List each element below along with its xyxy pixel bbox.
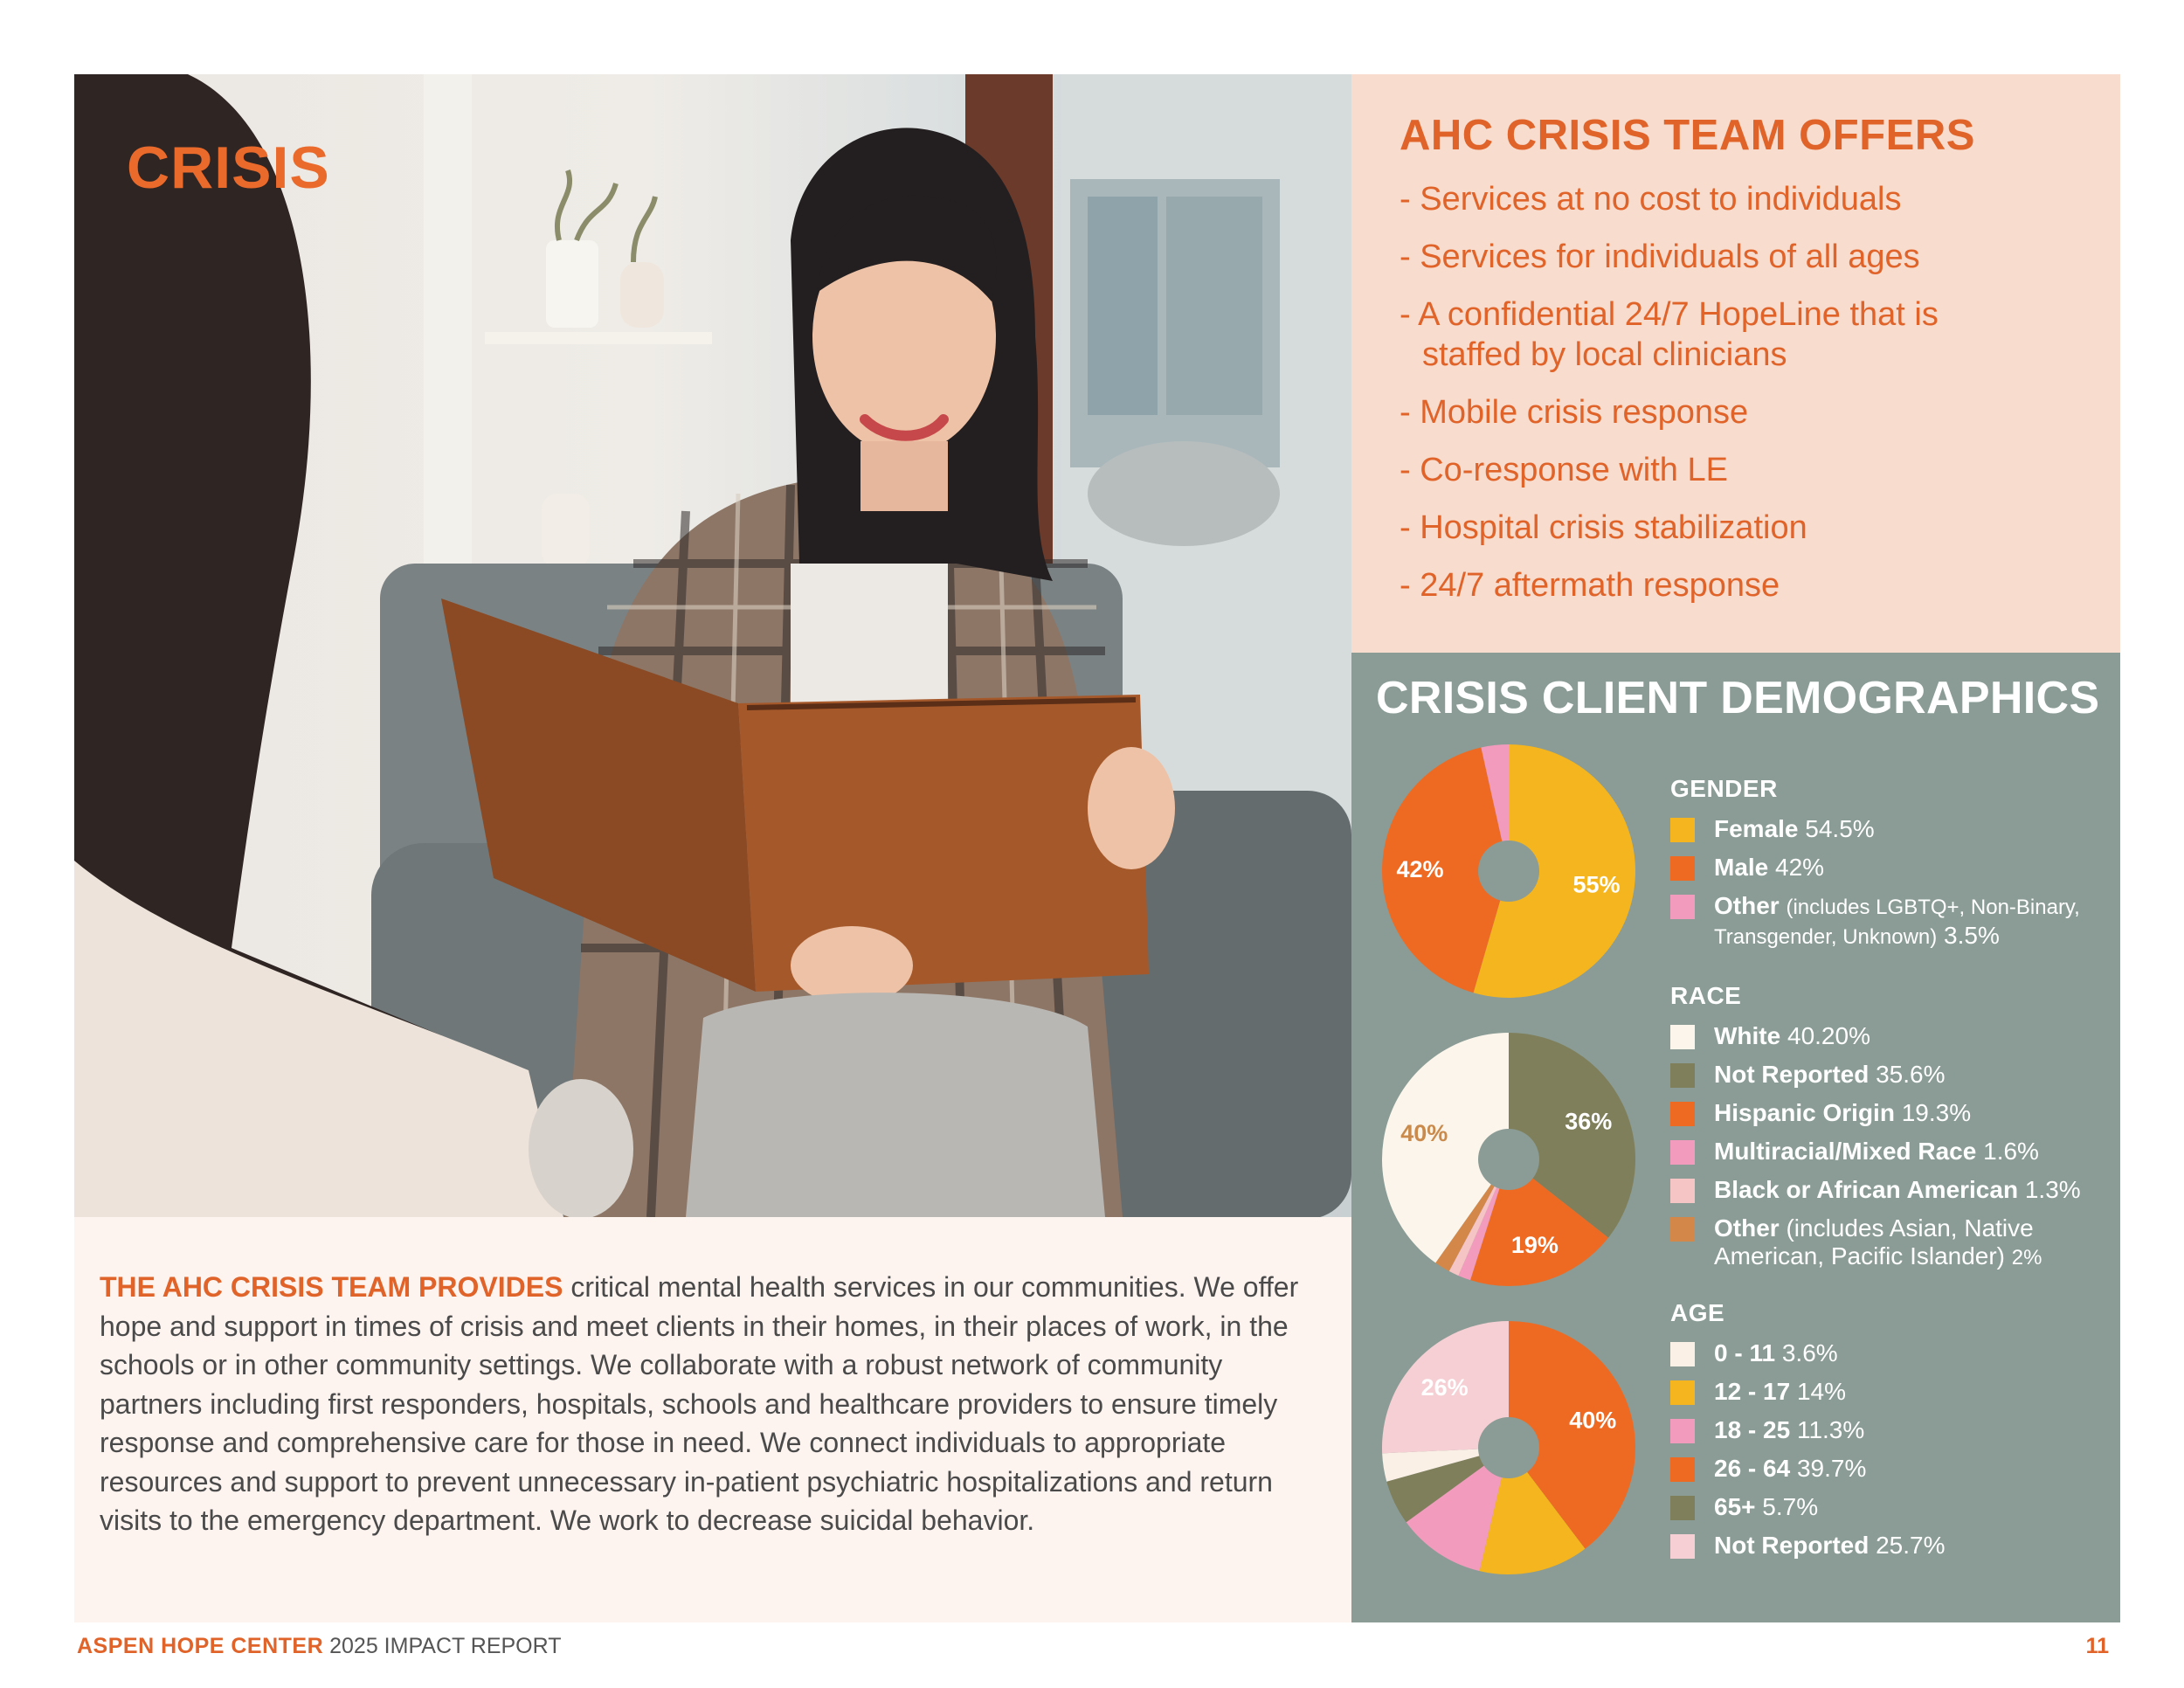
- pie-data-label: 40%: [1569, 1407, 1617, 1434]
- age-pie-chart: [1378, 1317, 1640, 1579]
- legend-item-26-64: 26 - 64 39.7%: [1670, 1455, 2107, 1483]
- legend-item-65-plus: 65+ 5.7%: [1670, 1493, 2107, 1521]
- race-legend: [1670, 982, 2107, 1283]
- legend-swatch: [1670, 1179, 1695, 1203]
- footer-report: 2025 IMPACT REPORT: [323, 1634, 562, 1658]
- offers-item: - Services at no cost to individuals: [1400, 181, 1902, 218]
- legend-item-0-11: 0 - 11 3.6%: [1670, 1339, 2107, 1367]
- legend-item-12-17: 12 - 17 14%: [1670, 1378, 2107, 1406]
- legend-swatch: [1670, 1380, 1695, 1405]
- gender-legend: [1670, 775, 2107, 962]
- age-legend: [1670, 1299, 2107, 1570]
- body-text: critical mental health services in our communities. We offer hope and support in times of crisis and meet clients in their homes, in their places of work, in the schools or in other community settings. We collaborate with a robust network of community partners including first responders, hospitals, schools and healthcare providers to ensure timely response and comprehensive care for those in need. We connect individuals to appropriate resources and support to prevent unnecessary in-patient psychiatric hospitalizations and return visits to the emergency department. We work to decrease suicidal behavior.: [100, 1271, 1299, 1536]
- legend-swatch: [1670, 1342, 1695, 1366]
- body-text-panel: [74, 1217, 1351, 1622]
- pie-data-label: 26%: [1420, 1373, 1469, 1401]
- demographics-panel: [1351, 653, 2120, 1622]
- pie-center-hole: [1478, 841, 1539, 902]
- legend-swatch: [1670, 1457, 1695, 1482]
- legend-item-female: Female 54.5%: [1670, 815, 2107, 843]
- offers-item: - 24/7 aftermath response: [1400, 567, 1780, 604]
- legend-swatch: [1670, 856, 1695, 881]
- offers-item: - Mobile crisis response: [1400, 394, 1749, 431]
- section-title: CRISIS: [127, 135, 330, 201]
- legend-item-18-25: 18 - 25 11.3%: [1670, 1416, 2107, 1444]
- legend-item-other-race: Other (includes Asian, Native American, Pacific Islander) 2%: [1670, 1214, 2107, 1272]
- legend-item-hispanic: Hispanic Origin 19.3%: [1670, 1099, 2107, 1127]
- legend-item-multiracial: Multiracial/Mixed Race 1.6%: [1670, 1138, 2107, 1166]
- offers-item: - Co-response with LE: [1400, 452, 1728, 488]
- pie-data-label: 40%: [1400, 1120, 1448, 1147]
- offers-list: [1400, 179, 2120, 605]
- legend-item-black: Black or African American 1.3%: [1670, 1176, 2107, 1204]
- pie-data-label: 42%: [1396, 855, 1444, 882]
- legend-item-male: Male 42%: [1670, 854, 2107, 882]
- offers-item: - Hospital crisis stabilization: [1400, 509, 1807, 546]
- legend-swatch: [1670, 1102, 1695, 1126]
- photo-illustration: [74, 74, 1351, 1217]
- pie-center-hole: [1478, 1417, 1539, 1478]
- legend-swatch: [1670, 1063, 1695, 1088]
- legend-item-not-reported: Not Reported 35.6%: [1670, 1061, 2107, 1089]
- legend-swatch: [1670, 818, 1695, 842]
- hero-photo: [74, 74, 1351, 1217]
- legend-item-white: White 40.20%: [1670, 1022, 2107, 1050]
- legend-heading: AGE: [1670, 1299, 1725, 1326]
- demographics-title: CRISIS CLIENT DEMOGRAPHICS: [1376, 673, 2100, 723]
- legend-swatch: [1670, 1025, 1695, 1049]
- legend-item-age-not-reported: Not Reported 25.7%: [1670, 1532, 2107, 1560]
- pie-data-label: 55%: [1572, 871, 1621, 898]
- offers-title: AHC CRISIS TEAM OFFERS: [1400, 112, 1975, 159]
- legend-swatch: [1670, 1217, 1695, 1242]
- legend-swatch: [1670, 1534, 1695, 1559]
- gender-pie-chart: [1378, 740, 1640, 1002]
- legend-swatch: [1670, 1496, 1695, 1520]
- page-number: 11: [2085, 1634, 2109, 1658]
- offers-panel: [1351, 74, 2120, 653]
- legend-swatch: [1670, 1419, 1695, 1443]
- pie-center-hole: [1478, 1129, 1539, 1190]
- legend-heading: RACE: [1670, 982, 1742, 1009]
- offers-item: - Services for individuals of all ages: [1400, 239, 1920, 275]
- legend-item-other: Other (includes LGBTQ+, Non-Binary, Transgender, Unknown) 3.5%: [1670, 892, 2107, 951]
- race-pie-chart: [1378, 1028, 1640, 1290]
- legend-swatch: [1670, 1140, 1695, 1165]
- legend-heading: GENDER: [1670, 775, 1778, 802]
- offers-item: - A confidential 24/7 HopeLine that is staffed by local clinicians: [1400, 296, 1939, 373]
- pie-data-label: 19%: [1510, 1232, 1559, 1259]
- footer-brand: ASPEN HOPE CENTER: [77, 1634, 324, 1658]
- body-paragraph: [100, 1268, 1325, 1540]
- pie-data-label: 36%: [1565, 1108, 1613, 1135]
- footer: [77, 1634, 562, 1659]
- body-lead: THE AHC CRISIS TEAM PROVIDES: [100, 1271, 563, 1303]
- legend-swatch: [1670, 895, 1695, 919]
